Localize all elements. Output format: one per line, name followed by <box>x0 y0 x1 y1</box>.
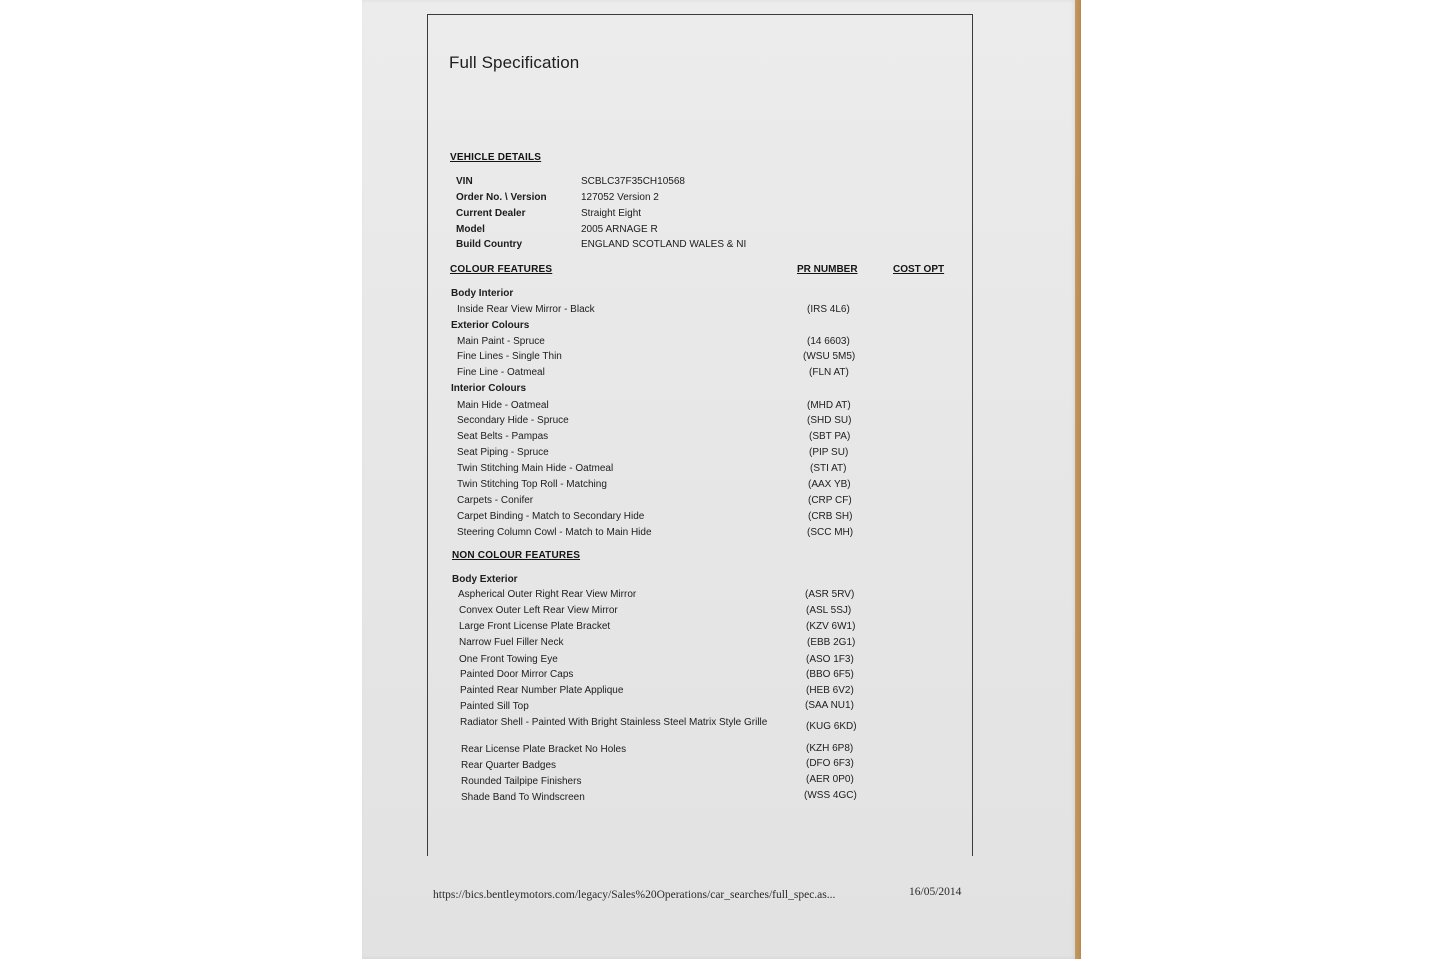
group-body-exterior: Body Exterior <box>452 574 518 585</box>
pr-code: (AAX YB) <box>808 479 851 490</box>
non-colour-features-heading: NON COLOUR FEATURES <box>452 550 581 561</box>
dealer-label: Current Dealer <box>456 208 526 219</box>
feature-item: Fine Lines - Single Thin <box>457 351 562 362</box>
pr-code: (ASO 1F3) <box>806 654 854 665</box>
pr-code: (IRS 4L6) <box>807 304 850 315</box>
order-value: 127052 Version 2 <box>581 192 659 203</box>
pr-code: (KZH 6P8) <box>806 743 854 754</box>
feature-item: Painted Door Mirror Caps <box>460 669 574 680</box>
feature-item: Rear License Plate Bracket No Holes <box>461 744 627 755</box>
feature-item: One Front Towing Eye <box>459 654 558 665</box>
feature-item: Painted Rear Number Plate Applique <box>460 685 624 696</box>
pr-code: (ASR 5RV) <box>805 589 855 600</box>
pr-code: (SCC MH) <box>807 527 854 538</box>
feature-item: Convex Outer Left Rear View Mirror <box>459 605 618 616</box>
feature-item: Seat Piping - Spruce <box>457 447 549 458</box>
build-country-value: ENGLAND SCOTLAND WALES & NI <box>581 239 747 250</box>
feature-item: Twin Stitching Top Roll - Matching <box>457 479 607 490</box>
pr-code: (SHD SU) <box>807 415 852 426</box>
pr-code: (ASL 5SJ) <box>806 605 852 616</box>
feature-item: Carpets - Conifer <box>457 495 534 506</box>
pr-code: (EBB 2G1) <box>807 637 856 648</box>
table-edge <box>1075 0 1081 959</box>
feature-item: Narrow Fuel Filler Neck <box>459 637 564 648</box>
pr-code: (WSS 4GC) <box>804 790 857 801</box>
model-value: 2005 ARNAGE R <box>581 224 658 235</box>
cost-opt-header: COST OPT <box>893 264 945 275</box>
pr-code: (KZV 6W1) <box>806 621 856 632</box>
group-body-interior: Body Interior <box>451 288 514 299</box>
group-interior-colours: Interior Colours <box>451 383 527 394</box>
background-right <box>1080 0 1440 959</box>
group-exterior-colours: Exterior Colours <box>451 320 530 331</box>
pr-code: (CRB SH) <box>808 511 853 522</box>
pr-code: (PIP SU) <box>809 447 849 458</box>
feature-item: Seat Belts - Pampas <box>457 431 549 442</box>
vehicle-details-heading: VEHICLE DETAILS <box>450 152 542 163</box>
footer-url: https://bics.bentleymotors.com/legacy/Sales%20Operations/car_searches/full_spec.as... <box>433 889 836 901</box>
pr-code: (MHD AT) <box>807 400 851 411</box>
pr-code: (SAA NU1) <box>805 700 854 711</box>
pr-code: (SBT PA) <box>809 431 851 442</box>
dealer-value: Straight Eight <box>581 208 642 219</box>
pr-number-header: PR NUMBER <box>797 264 858 275</box>
pr-code: (KUG 6KD) <box>806 721 857 732</box>
pr-code: (DFO 6F3) <box>806 758 854 769</box>
order-label: Order No. \ Version <box>456 192 547 203</box>
feature-item: Main Hide - Oatmeal <box>457 400 549 411</box>
feature-item: Secondary Hide - Spruce <box>457 415 569 426</box>
pr-code: (FLN AT) <box>809 367 849 378</box>
vin-value: SCBLC37F35CH10568 <box>581 176 685 187</box>
feature-item: Rear Quarter Badges <box>461 760 557 771</box>
pr-code: (HEB 6V2) <box>806 685 854 696</box>
feature-item: Painted Sill Top <box>460 701 529 712</box>
vin-label: VIN <box>456 176 473 187</box>
feature-item: Carpet Binding - Match to Secondary Hide <box>457 511 645 522</box>
feature-item: Large Front License Plate Bracket <box>459 621 611 632</box>
feature-item: Main Paint - Spruce <box>457 336 545 347</box>
feature-item: Inside Rear View Mirror - Black <box>457 304 595 315</box>
feature-item: Rounded Tailpipe Finishers <box>461 776 582 787</box>
pr-code: (STI AT) <box>810 463 847 474</box>
model-label: Model <box>456 224 485 235</box>
feature-item: Steering Column Cowl - Match to Main Hide <box>457 527 652 538</box>
build-country-label: Build Country <box>456 239 523 250</box>
pr-code: (14 6603) <box>807 336 850 347</box>
pr-code: (CRP CF) <box>808 495 852 506</box>
feature-item: Aspherical Outer Right Rear View Mirror <box>458 589 637 600</box>
footer-date: 16/05/2014 <box>909 886 962 898</box>
feature-item: Radiator Shell - Painted With Bright Stainless Steel Matrix Style Grille <box>460 717 768 728</box>
colour-features-heading: COLOUR FEATURES <box>450 264 553 275</box>
pr-code: (BBO 6F5) <box>806 669 854 680</box>
pr-code: (WSU 5M5) <box>803 351 856 362</box>
background-left <box>0 0 362 959</box>
feature-item: Shade Band To Windscreen <box>461 792 585 803</box>
pr-code: (AER 0P0) <box>806 774 854 785</box>
page-title: Full Specification <box>449 53 580 72</box>
feature-item: Twin Stitching Main Hide - Oatmeal <box>457 463 614 474</box>
feature-item: Fine Line - Oatmeal <box>457 367 545 378</box>
